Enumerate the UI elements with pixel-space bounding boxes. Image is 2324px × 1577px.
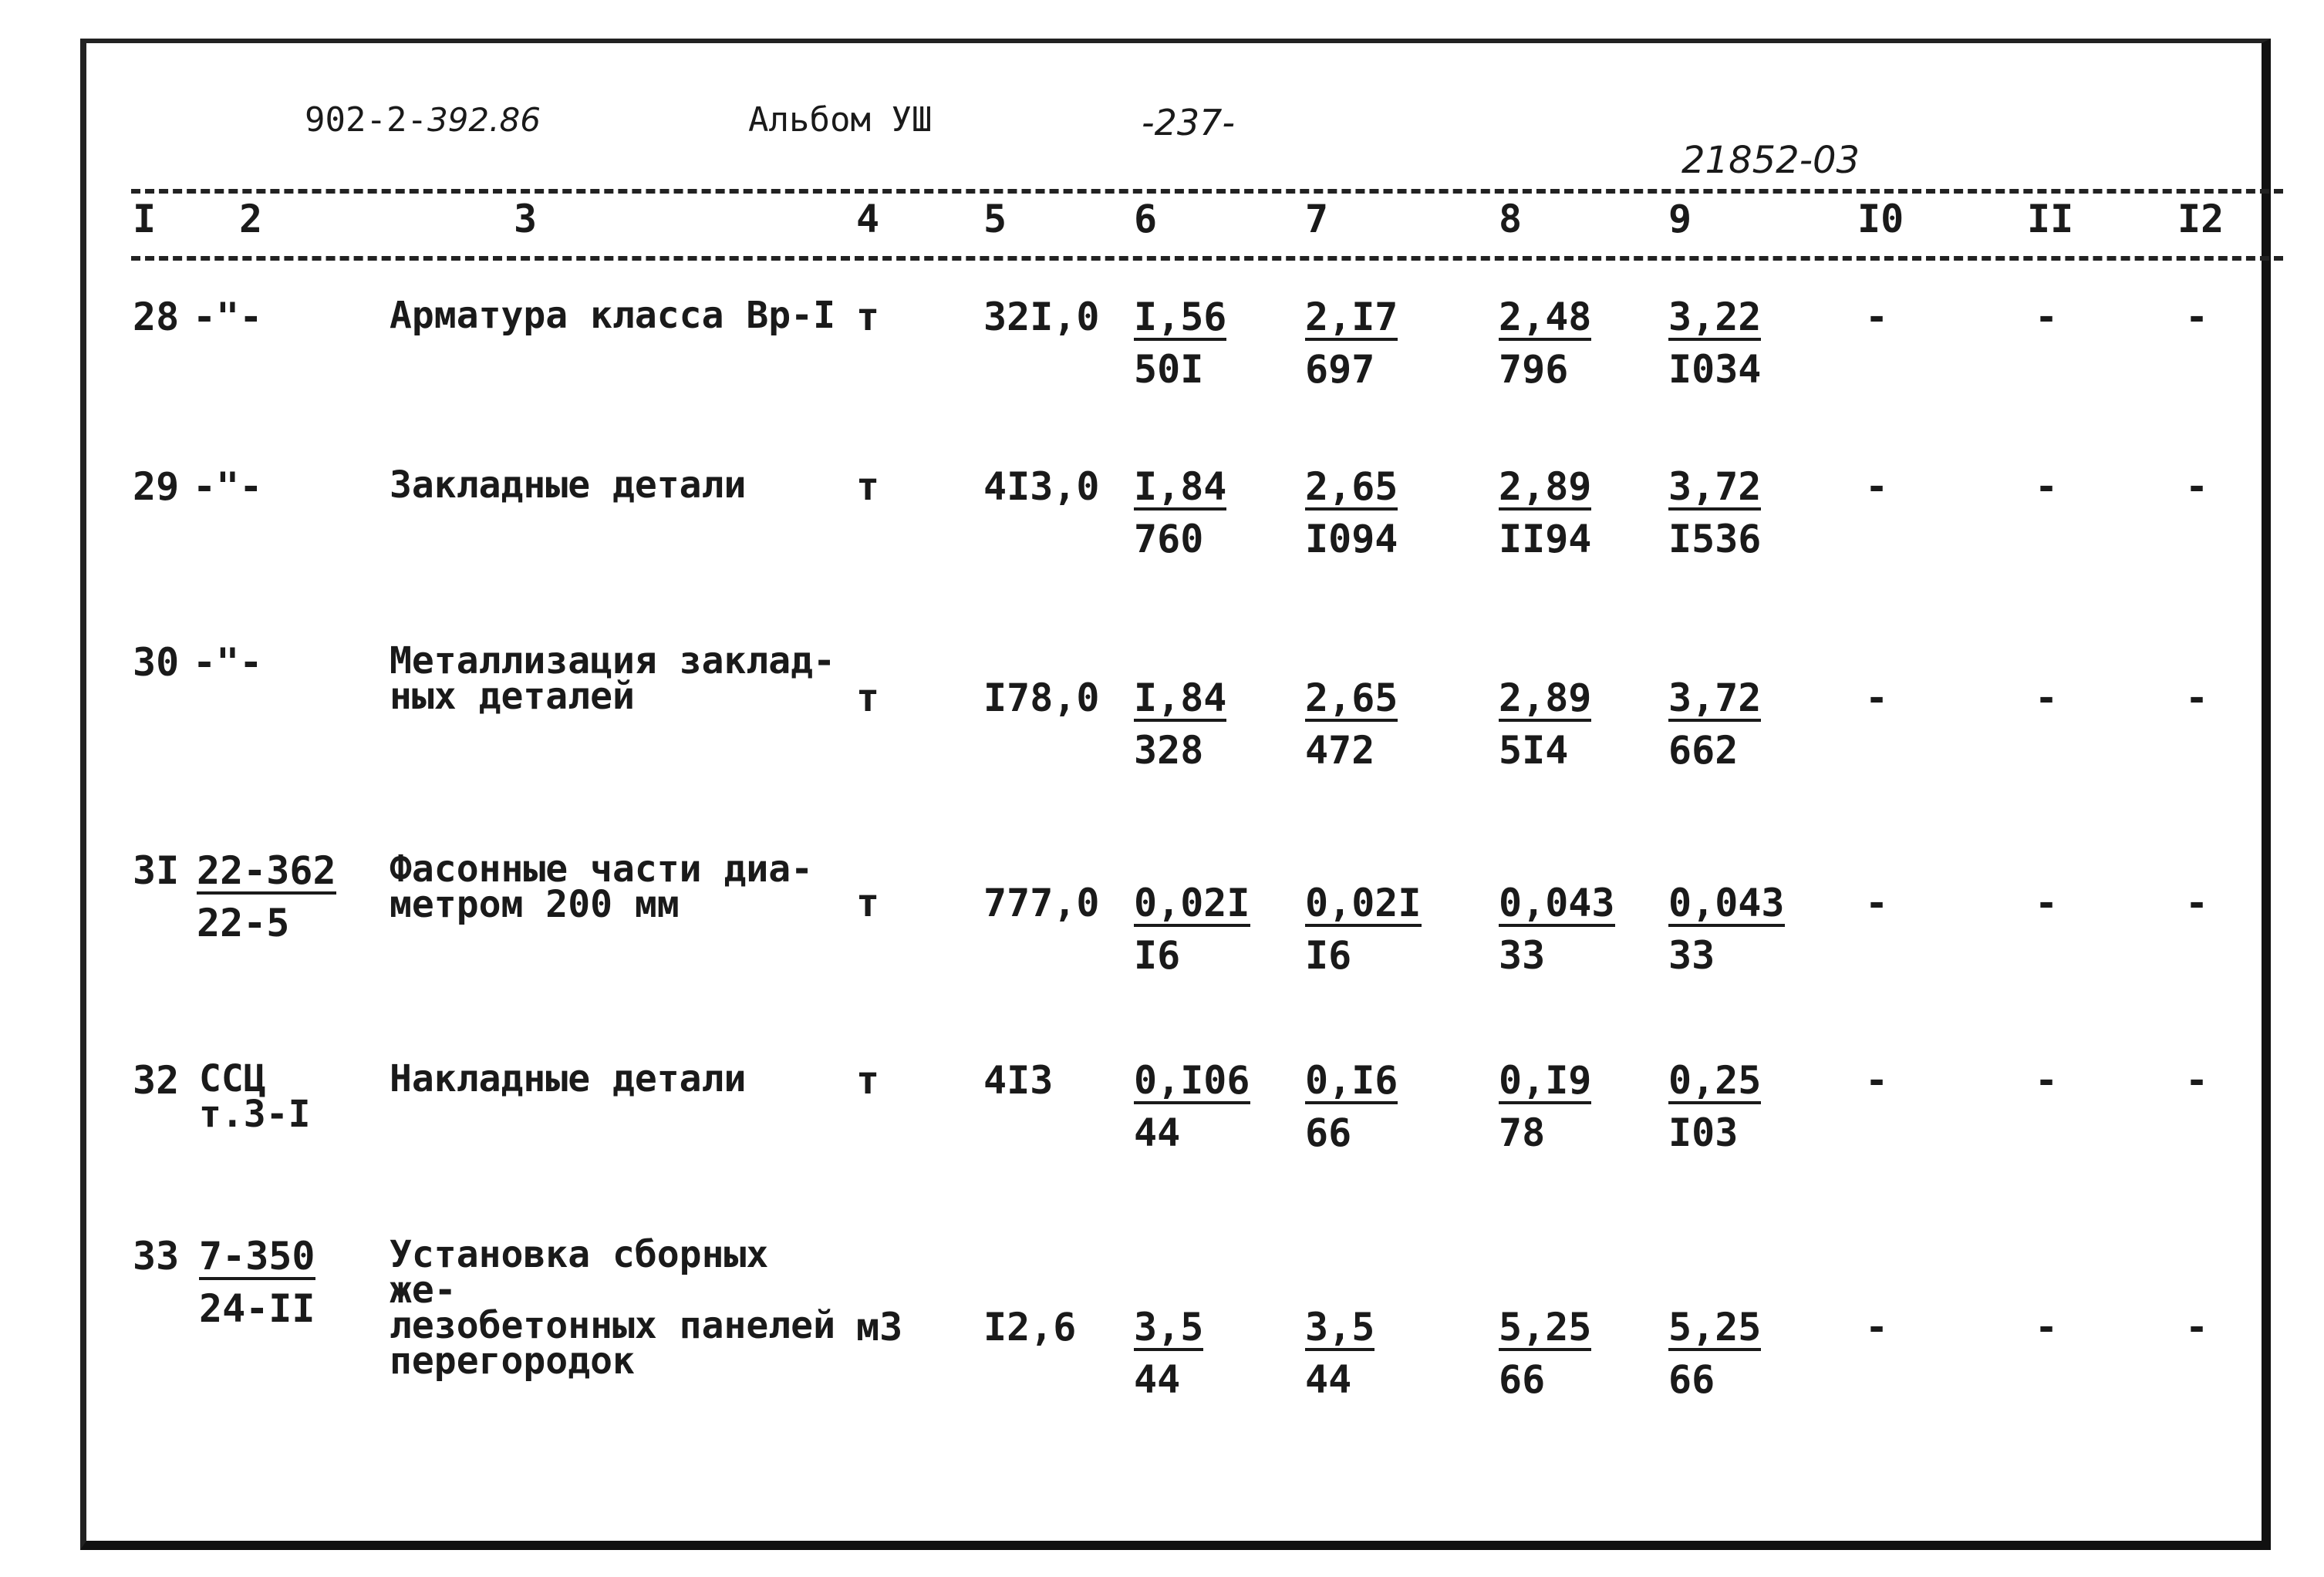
reference — [197, 848, 336, 945]
numerator: 3,72 — [1668, 676, 1762, 720]
numerator: I,56 — [1134, 295, 1227, 339]
table-row — [0, 1232, 2324, 1464]
denominator: I03 — [1668, 1110, 1739, 1155]
numerator: 3,5 — [1134, 1305, 1204, 1350]
value-col6 — [1134, 1058, 1250, 1155]
work-name: Арматура класса Вр-I — [390, 294, 835, 337]
numerator: 5,25 — [1499, 1305, 1592, 1350]
numerator: 0,I6 — [1305, 1058, 1398, 1103]
value-col12: - — [2185, 464, 2209, 509]
value-col10: - — [1865, 1058, 1889, 1103]
value-col7 — [1305, 464, 1398, 561]
numerator: 2,65 — [1305, 464, 1398, 509]
col-header: I0 — [1857, 197, 1904, 241]
col-header: I — [133, 197, 157, 241]
header-bottom-rule — [131, 256, 2283, 261]
value-col12: - — [2185, 295, 2209, 339]
numerator: 2,89 — [1499, 676, 1592, 720]
work-name: Установка сборных же- лезобетонных панелей перегородок — [390, 1233, 835, 1383]
numerator: 0,02I — [1305, 881, 1422, 925]
col-header: 6 — [1134, 197, 1158, 241]
value-col6 — [1134, 1305, 1204, 1402]
col-header: 8 — [1499, 197, 1523, 241]
unit-price: 4I3 — [983, 1058, 1054, 1103]
col-header: 9 — [1668, 197, 1692, 241]
denominator: 33 — [1499, 933, 1546, 978]
denominator: 33 — [1668, 933, 1715, 978]
value-col7 — [1305, 881, 1422, 978]
denominator: I094 — [1305, 517, 1398, 561]
numerator: 2,65 — [1305, 676, 1398, 720]
table-row — [0, 639, 2324, 870]
denominator: I034 — [1668, 347, 1762, 392]
row-number: 3I — [133, 848, 180, 893]
unit: м3 — [856, 1305, 903, 1350]
work-name: Накладные детали — [390, 1057, 747, 1100]
reference: -"- — [193, 295, 263, 339]
value-col9 — [1668, 676, 1762, 773]
value-col10: - — [1865, 1305, 1889, 1350]
value-col8 — [1499, 464, 1592, 561]
unit-price: 32I,0 — [983, 295, 1100, 339]
value-col8 — [1499, 676, 1592, 773]
value-col6 — [1134, 676, 1227, 773]
denominator: 796 — [1499, 347, 1569, 392]
value-col11: - — [2035, 464, 2059, 509]
value-col9 — [1668, 464, 1762, 561]
unit: т — [856, 676, 880, 720]
unit-price: 777,0 — [983, 881, 1100, 925]
denominator: 328 — [1134, 728, 1204, 773]
denominator: 78 — [1499, 1110, 1546, 1155]
denominator: 760 — [1134, 517, 1204, 561]
value-col7 — [1305, 1058, 1398, 1155]
value-col11: - — [2035, 881, 2059, 925]
numerator: 2,I7 — [1305, 295, 1398, 339]
value-col12: - — [2185, 881, 2209, 925]
numerator: 0,25 — [1668, 1058, 1762, 1103]
value-col6 — [1134, 295, 1227, 392]
value-col6 — [1134, 881, 1250, 978]
unit-price: I2,6 — [983, 1305, 1077, 1350]
denominator: 66 — [1499, 1357, 1546, 1402]
reference: -"- — [193, 640, 263, 685]
value-col11: - — [2035, 1058, 2059, 1103]
denominator: 66 — [1668, 1357, 1715, 1402]
col-header: 4 — [856, 197, 880, 241]
row-number: 32 — [133, 1058, 180, 1103]
value-col9 — [1668, 1305, 1762, 1402]
unit-price: 4I3,0 — [983, 464, 1100, 509]
unit: т — [856, 295, 880, 339]
value-col9 — [1668, 881, 1785, 978]
denominator: 472 — [1305, 728, 1375, 773]
numerator: 5,25 — [1668, 1305, 1762, 1350]
value-col7 — [1305, 676, 1398, 773]
value-col12: - — [2185, 1305, 2209, 1350]
reference-top: 7-350 — [199, 1234, 315, 1279]
col-header: I2 — [2177, 197, 2224, 241]
reference-bottom: 22-5 — [197, 901, 290, 945]
numerator: 3,22 — [1668, 295, 1762, 339]
numerator: 0,043 — [1668, 881, 1785, 925]
doc-prefix: 902-2- — [305, 100, 427, 140]
denominator: II94 — [1499, 517, 1592, 561]
header-top-rule — [131, 189, 2283, 194]
denominator: I6 — [1305, 933, 1352, 978]
denominator: I536 — [1668, 517, 1762, 561]
denominator: 5I4 — [1499, 728, 1569, 773]
value-col10: - — [1865, 295, 1889, 339]
value-col8 — [1499, 1058, 1592, 1155]
denominator: 44 — [1305, 1357, 1352, 1402]
stamp-number: 21852-03 — [1681, 139, 1860, 182]
value-col7 — [1305, 295, 1398, 392]
reference-top: ССЦ — [199, 1057, 266, 1100]
value-col10: - — [1865, 881, 1889, 925]
page-number: -237- — [1142, 102, 1235, 143]
denominator: 66 — [1305, 1110, 1352, 1155]
value-col9 — [1668, 295, 1762, 392]
col-header: 2 — [239, 197, 263, 241]
value-col10: - — [1865, 676, 1889, 720]
value-col9 — [1668, 1058, 1762, 1155]
value-col8 — [1499, 295, 1592, 392]
numerator: 3,72 — [1668, 464, 1762, 509]
denominator: 662 — [1668, 728, 1739, 773]
table-row — [0, 847, 2324, 1078]
numerator: 2,89 — [1499, 464, 1592, 509]
value-col12: - — [2185, 676, 2209, 720]
col-header: 5 — [983, 197, 1007, 241]
unit: т — [856, 881, 880, 925]
value-col11: - — [2035, 295, 2059, 339]
reference-bottom: т.3-I — [199, 1093, 311, 1137]
row-number: 33 — [133, 1234, 180, 1279]
reference-top: 22-362 — [197, 848, 336, 893]
numerator: 2,48 — [1499, 295, 1592, 339]
row-number: 30 — [133, 640, 180, 685]
row-number: 28 — [133, 295, 180, 339]
numerator: 0,I06 — [1134, 1058, 1250, 1103]
unit-price: I78,0 — [983, 676, 1100, 720]
numerator: I,84 — [1134, 676, 1227, 720]
col-header: 3 — [514, 197, 538, 241]
denominator: 50I — [1134, 347, 1204, 392]
work-name: Металлизация заклад- ных деталей — [390, 639, 835, 719]
col-header: 7 — [1305, 197, 1329, 241]
reference-bottom: 24-II — [199, 1286, 315, 1331]
value-col6 — [1134, 464, 1227, 561]
denominator: 44 — [1134, 1357, 1181, 1402]
value-col7 — [1305, 1305, 1375, 1402]
numerator: 3,5 — [1305, 1305, 1375, 1350]
value-col10: - — [1865, 464, 1889, 509]
album-label: Альбом УШ — [748, 100, 933, 140]
denominator: I6 — [1134, 933, 1181, 978]
denominator: 697 — [1305, 347, 1375, 392]
col-header: II — [2027, 197, 2074, 241]
unit: т — [856, 1058, 880, 1103]
numerator: I,84 — [1134, 464, 1227, 509]
numerator: 0,043 — [1499, 881, 1615, 925]
value-col11: - — [2035, 1305, 2059, 1350]
work-name: Фасонные части диа- метром 200 мм — [390, 847, 814, 927]
value-col12: - — [2185, 1058, 2209, 1103]
row-number: 29 — [133, 464, 180, 509]
work-name: Закладные детали — [390, 463, 747, 507]
denominator: 44 — [1134, 1110, 1181, 1155]
numerator: 0,02I — [1134, 881, 1250, 925]
reference — [199, 1057, 311, 1137]
value-col8 — [1499, 1305, 1592, 1402]
numerator: 0,I9 — [1499, 1058, 1592, 1103]
value-col11: - — [2035, 676, 2059, 720]
reference: -"- — [193, 464, 263, 509]
doc-number — [305, 100, 541, 140]
unit: т — [856, 464, 880, 509]
reference — [199, 1234, 315, 1331]
value-col8 — [1499, 881, 1615, 978]
doc-suffix-handwritten: 392.86 — [427, 101, 541, 139]
